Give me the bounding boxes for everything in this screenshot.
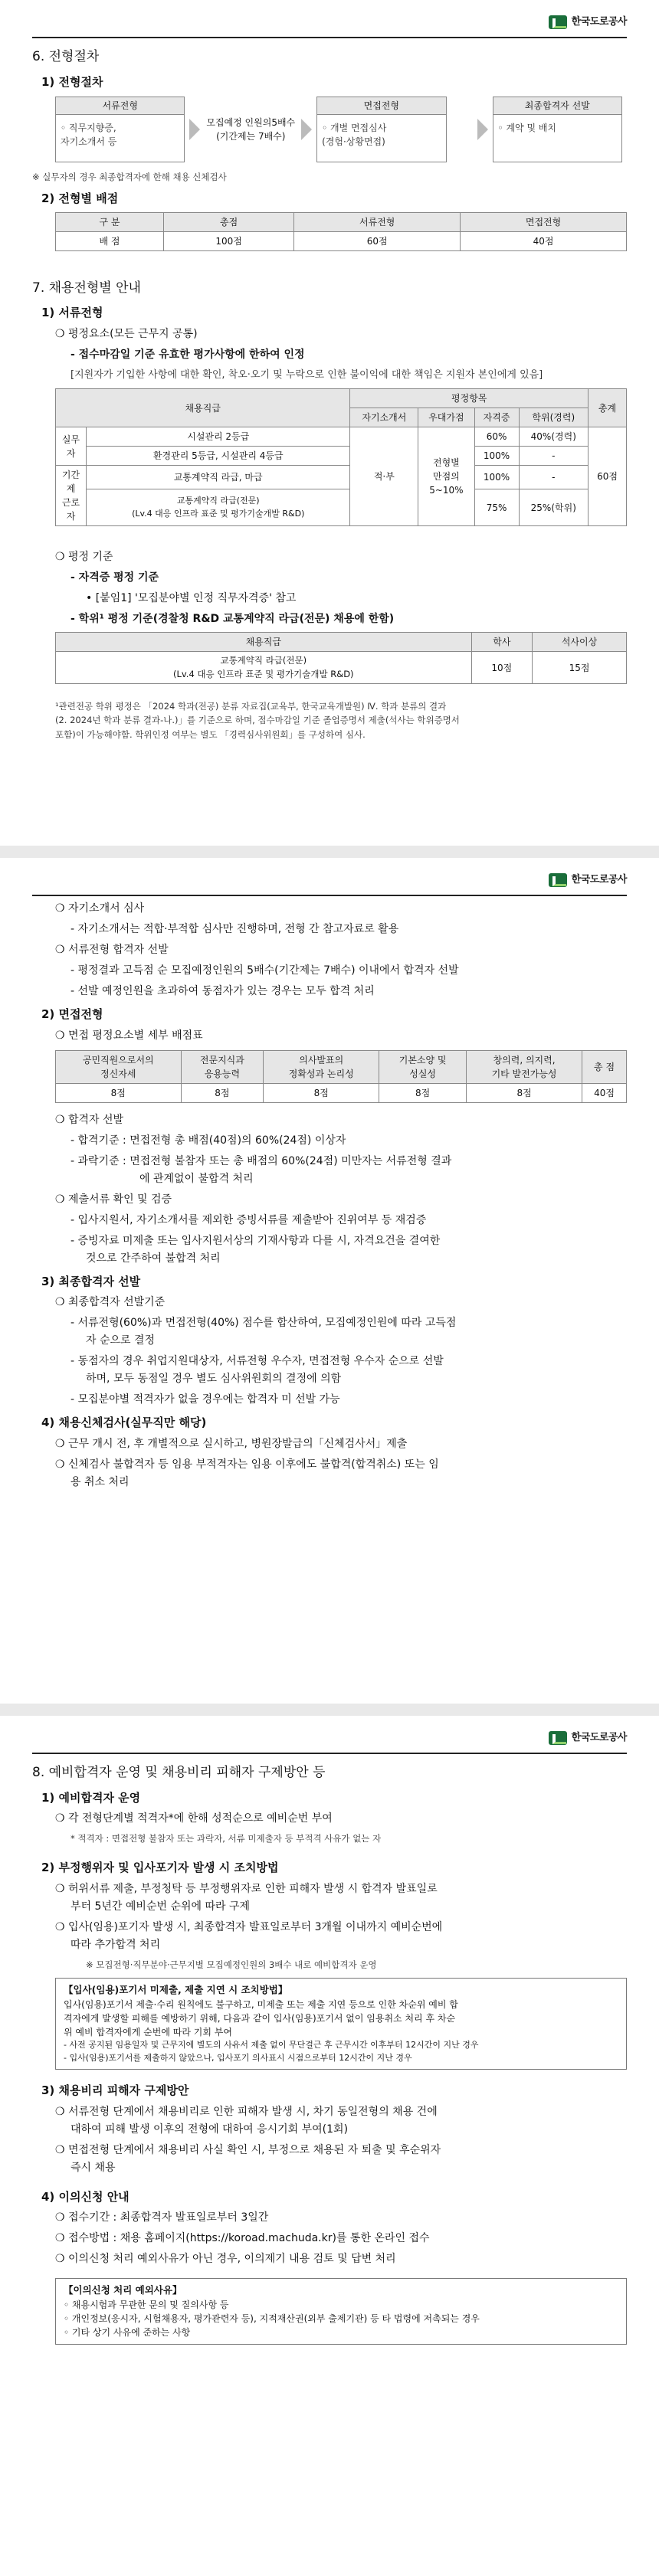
eval-bracket: [지원자가 기입한 사항에 대한 확인, 착오·오기 및 누락으로 인한 불이익에 대한 책임은 지원자 본인에게 있음] xyxy=(70,368,543,381)
header-divider xyxy=(32,37,627,38)
cert-ref: • [붙임1] '모집분야별 인정 직무자격증' 참고 xyxy=(86,592,297,605)
phys-2a: ❍ 신체검사 불합격자 등 임용 부적격자는 임용 이후에도 불합격(합격취소) 또는 임 xyxy=(55,1458,439,1471)
eval-degree-2: - xyxy=(519,466,588,489)
objection-box-line: ◦ 채용시험과 무관한 문의 및 질의사항 등 xyxy=(64,2299,229,2310)
eval-self: 적·부 xyxy=(350,427,418,526)
eval-cert-3: 75% xyxy=(474,489,519,526)
victim-2b: 즉시 채용 xyxy=(70,2161,116,2174)
section-8-2-title: 2) 부정행위자 및 입사포기자 발생 시 조치방법 xyxy=(41,1861,279,1875)
iv-cell-3: 8점 xyxy=(379,1083,467,1102)
eval-grade-3: 교통계약직 라급, 마급 xyxy=(87,466,350,489)
koroad-logo-icon xyxy=(549,15,567,29)
physical-note: ※ 실무자의 경우 최종합격자에 한해 채용 신체검사 xyxy=(32,172,227,182)
final-1a: - 서류전형(60%)과 면접전형(40%) 점수를 합산하여, 모집예정인원에 따라 고득점 xyxy=(70,1317,457,1329)
section-8-3-title: 3) 채용비리 피해자 구제방안 xyxy=(41,2083,189,2098)
iv-head-3: 기본소양 및 성실성 xyxy=(379,1050,467,1083)
degree-table xyxy=(55,632,627,684)
page-1 xyxy=(0,0,659,858)
resign-box xyxy=(55,1978,627,2070)
eval-sub-1: 우대가점 xyxy=(418,408,474,427)
iv-head-1: 전문지식과 응용능력 xyxy=(181,1050,264,1083)
section-6-title: 6. 전형절차 xyxy=(32,49,100,64)
iv-cell-2: 8점 xyxy=(264,1083,379,1102)
iv-head-4: 창의력, 의지력, 기타 발전가능성 xyxy=(467,1050,582,1083)
degree-cell-1: 10점 xyxy=(471,652,533,684)
flow-box-title: 서류전형 xyxy=(56,97,184,115)
degree-head-2: 석사이상 xyxy=(533,633,627,652)
eval-group-2: 기간제 근로자 xyxy=(56,466,87,526)
objection-box-line: ◦ 개인정보(응시자, 시험채용자, 평가관련자 등), 지적재산권(외부 출제기관) 등 타 법령에 저촉되는 경우 xyxy=(64,2313,480,2324)
victim-1b: 대하여 피해 발생 이후의 전형에 대하여 응시기회 부여(1회) xyxy=(70,2123,349,2136)
degree-head-0: 채용직급 xyxy=(56,633,472,652)
flow-box-body: ◦ 직무지향증, 자기소개서 등 xyxy=(61,123,117,147)
eval-cert-1: 100% xyxy=(474,447,519,466)
section-6-1-title: 1) 전형절차 xyxy=(41,74,103,89)
eval-total: 60점 xyxy=(589,427,627,526)
eval-cert-0: 60% xyxy=(474,427,519,447)
final-2b: 하며, 모두 동점일 경우 별도 심사위원회의 결정에 의함 xyxy=(86,1373,342,1385)
iv-head-0: 공민직원으로서의 정신자세 xyxy=(56,1050,182,1083)
fraud-note: ※ 모집전형·직무분야·근무지별 모집예정인원의 3배수 내로 예비합격자 운영 xyxy=(86,1959,377,1970)
resign-box-line: 위 예비 합격자에게 순번에 따라 기회 부여 xyxy=(64,2027,232,2038)
degree-std: - 학위¹ 평정 기준(경찰청 R&D 교통계약직 라급(전문) 채용에 한함) xyxy=(70,613,395,626)
doc-pass-item: ❍ 서류전형 합격자 선발 xyxy=(55,944,169,956)
flow-box-title: 최종합격자 선발 xyxy=(493,97,621,115)
interview-item: ❍ 면접 평정요소별 세부 배점표 xyxy=(55,1029,203,1042)
header-divider xyxy=(32,895,627,896)
docs-item: ❍ 제출서류 확인 및 검증 xyxy=(55,1193,172,1206)
eval-sub-2: 자격증 xyxy=(474,408,519,427)
eval-head-total: 총계 xyxy=(589,389,627,427)
objection-2: ❍ 접수방법 : 채용 홈페이지(https://koroad.machuda.kr)를 통한 온라인 접수 xyxy=(55,2232,430,2245)
resign-box-line: 입사(임용)포기서 제출·수리 원칙에도 불구하고, 미제출 또는 제출 지연 등으로 인한 차순위 예비 합 xyxy=(64,1999,458,2011)
iv-cell-0: 8점 xyxy=(56,1083,182,1102)
eval-grade-1: 시설관리 2등급 xyxy=(87,427,350,447)
eval-sub-0: 자기소개서 xyxy=(350,408,418,427)
section-7-3-title: 3) 최종합격자 선발 xyxy=(41,1274,141,1288)
score-head-3: 면접전형 xyxy=(461,212,627,231)
section-8-4-title: 4) 이의신청 안내 xyxy=(41,2189,130,2204)
header-logo xyxy=(32,858,627,892)
logo-text: 한국도로공사 xyxy=(571,874,627,886)
doc-pass-2: - 선발 예정인원을 초과하여 동점자가 있는 경우는 모두 합격 처리 xyxy=(70,985,375,997)
final-2a: - 동점자의 경우 취업지원대상자, 서류전형 우수자, 면접전형 우수자 순으로 선발 xyxy=(70,1355,444,1367)
iv-cell-4: 8점 xyxy=(467,1083,582,1102)
footnote-3: 포함)이 가능해야함. 학위인정 여부는 별도 「경력심사위원회」를 구성하여 심사. xyxy=(55,728,366,740)
flow-box-document xyxy=(55,97,185,162)
section-7-2-title: 2) 면접전형 xyxy=(41,1007,103,1021)
iv-head-2: 의사발표의 정확성과 논리성 xyxy=(264,1050,379,1083)
eval-head-items: 평정항목 xyxy=(350,389,589,408)
page-break xyxy=(0,1704,659,1716)
section-8-1-title: 1) 예비합격자 운영 xyxy=(41,1790,141,1805)
resign-box-title: 【입사(임용)포기서 미제출, 제출 지연 시 조치방법】 xyxy=(64,1984,288,1996)
victim-1a: ❍ 서류전형 단계에서 채용비리로 인한 피해자 발생 시, 차기 동일전형의 채용 건에 xyxy=(55,2105,438,2118)
doc-pass-1: - 평정결과 고득점 순 모집예정인원의 5배수(기간제는 7배수) 이내에서 합격자 선발 xyxy=(70,964,459,977)
logo-text: 한국도로공사 xyxy=(571,16,627,28)
iv-head-5: 총 점 xyxy=(582,1050,627,1083)
flow-box-body: ◦ 개별 면접심사 (경험·상황면접) xyxy=(322,123,387,147)
degree-cell-0: 교통계약직 라급(전문) (Lv.4 대응 인프라 표준 및 평가기술개발 R&D) xyxy=(56,652,472,684)
degree-cell-2: 15점 xyxy=(533,652,627,684)
eval-degree-1: - xyxy=(519,447,588,466)
intro-line: - 자기소개서는 적합·부적합 심사만 진행하며, 전형 간 참고자료로 활용 xyxy=(70,923,399,935)
flow-box-final xyxy=(493,97,622,162)
section-6-2-title: 2) 전형별 배점 xyxy=(41,191,119,206)
footnote-2: (2. 2024년 학과 분류 결과-나.)」를 기준으로 하며, 접수마감일 기준 졸업증명서 제출(석사는 학위증명서 xyxy=(55,715,460,726)
objection-1: ❍ 접수기간 : 최종합격자 발표일로부터 3일간 xyxy=(55,2211,269,2224)
iv-cell-1: 8점 xyxy=(181,1083,264,1102)
flow-box-title: 면접전형 xyxy=(317,97,445,115)
eval-std: ❍ 평정 기준 xyxy=(55,551,113,564)
objection-3: ❍ 이의신청 처리 예외사유가 아닌 경우, 이의제기 내용 검토 및 답변 처리 xyxy=(55,2253,396,2266)
flow-mid-note: 모집예정 인원의5배수 (기간제는 7배수) xyxy=(206,117,296,142)
objection-box-line: ◦ 기타 상기 사유에 준하는 사항 xyxy=(64,2326,191,2338)
eval-rule: - 접수마감일 기준 유효한 평가사항에 한하여 인정 xyxy=(70,348,305,361)
page-2 xyxy=(0,858,659,1716)
section-7-title: 7. 채용전형별 안내 xyxy=(32,280,141,296)
koroad-logo-icon xyxy=(549,873,567,887)
section-7-4-title: 4) 채용신체검사(실무직만 해당) xyxy=(41,1416,207,1429)
header-logo xyxy=(32,0,627,34)
koroad-logo-icon xyxy=(549,1731,567,1745)
page-break xyxy=(0,846,659,858)
resign-box-line: - 사전 공지된 임용일자 및 근무지에 별도의 사유서 제출 없이 무단결근 후 근무시간 이후부터 12시간이 지난 경우 xyxy=(64,2040,479,2051)
score-head-2: 서류전형 xyxy=(294,212,461,231)
degree-head-1: 학사 xyxy=(471,633,533,652)
objection-box xyxy=(55,2278,627,2345)
objection-box-title: 【이의신청 처리 예외사유】 xyxy=(64,2284,182,2296)
eval-item: ❍ 평정요소(모든 근무지 공통) xyxy=(55,327,198,340)
score-head-1: 총점 xyxy=(163,212,293,231)
eval-head-grade: 채용직급 xyxy=(56,389,350,427)
eval-table xyxy=(55,388,627,526)
score-cell-2: 60점 xyxy=(294,231,461,250)
score-cell-3: 40점 xyxy=(461,231,627,250)
score-cell-0: 배 점 xyxy=(56,231,164,250)
eval-sub-3: 학위(경력) xyxy=(519,408,588,427)
eval-degree-0: 40%(경력) xyxy=(519,427,588,447)
eval-cert-2: 100% xyxy=(474,466,519,489)
resign-box-line: - 입사(임용)포기서를 제출하지 않았으나, 입사포기 의사표시 시점으로부터 12시간이 지난 경우 xyxy=(64,2052,412,2063)
eval-group-1: 실무자 xyxy=(56,427,87,466)
header-divider xyxy=(32,1753,627,1754)
final-1b: 자 순으로 결정 xyxy=(86,1334,156,1347)
fraud-2a: ❍ 입사(임용)포기자 발생 시, 최종합격자 발표일로부터 3개월 이내까지 예비순번에 xyxy=(55,1920,443,1933)
fraud-2b: 따라 추가합격 처리 xyxy=(70,1938,161,1951)
arrow-icon xyxy=(477,119,488,140)
resign-box-line: 격자에게 발생할 피해를 예방하기 위해, 다음과 같이 입사(임용)포기서 없이 임용취소 처리 후 차순 xyxy=(64,2013,456,2024)
fraud-1b: 부터 5년간 예비순번 순위에 따라 구제 xyxy=(70,1900,251,1913)
intro-item: ❍ 자기소개서 심사 xyxy=(55,902,145,915)
arrow-icon xyxy=(189,119,200,140)
docs-2a: - 증빙자료 미제출 또는 입사지원서상의 기재사항과 다를 시, 자격요건을 결여한 xyxy=(70,1234,441,1247)
reserve-1: ❍ 각 전형단계별 적격자*에 한해 성적순으로 예비순번 부여 xyxy=(55,1812,333,1825)
fraud-1a: ❍ 허위서류 제출, 부정청탁 등 부정행위자로 인한 피해자 발생 시 합격자 발표일로 xyxy=(55,1882,438,1895)
eval-grade-2: 환경관리 5등급, 시설관리 4등급 xyxy=(87,447,350,466)
page-3 xyxy=(0,1716,659,2576)
eval-grade-4: 교통계약직 라급(전문) (Lv.4 대응 인프라 표준 및 평가기술개발 R&D) xyxy=(87,489,350,526)
eval-bonus: 전형별 만점의 5~10% xyxy=(418,427,474,526)
header-logo xyxy=(32,1716,627,1750)
section-8-title: 8. 예비합격자 운영 및 채용비리 피해자 구제방안 등 xyxy=(32,1765,326,1780)
footnote-1: ¹관련전공 학위 평정은 「2024 학과(전공) 분류 자료집(교육부, 한국교육개발원) Ⅳ. 학과 분류의 결과 xyxy=(55,700,447,712)
interview-table xyxy=(55,1050,627,1103)
iv-cell-5: 40점 xyxy=(582,1083,627,1102)
final-3: - 모집분야별 적격자가 없을 경우에는 합격자 미 선발 가능 xyxy=(70,1393,340,1406)
arrow-icon xyxy=(301,119,312,140)
victim-2a: ❍ 면접전형 단계에서 채용비리 사실 확인 시, 부정으로 채용된 자 퇴출 및 후순위자 xyxy=(55,2143,441,2156)
score-head-0: 구 분 xyxy=(56,212,164,231)
process-flow xyxy=(55,97,622,162)
phys-2b: 용 취소 처리 xyxy=(70,1475,130,1488)
flow-box-interview xyxy=(316,97,446,162)
flow-box-body: ◦ 계약 및 배치 xyxy=(497,123,557,133)
pass-1: - 합격기준 : 면접전형 총 배점(40점)의 60%(24점) 이상자 xyxy=(70,1134,346,1147)
pass-2b: 에 관계없이 불합격 처리 xyxy=(139,1172,254,1185)
pass-2a: - 과락기준 : 면접전형 불참자 또는 총 배점의 60%(24점) 미만자는 서류전형 결과 xyxy=(70,1154,452,1167)
eval-degree-3: 25%(학위) xyxy=(519,489,588,526)
reserve-note: * 적격자 : 면접전형 불참자 또는 과락자, 서류 미제출자 등 부적격 사유가 없는 자 xyxy=(70,1833,382,1844)
logo-text: 한국도로공사 xyxy=(571,1732,627,1744)
docs-2b: 것으로 간주하여 불합격 처리 xyxy=(86,1252,221,1265)
score-table xyxy=(55,212,627,251)
pass-item: ❍ 합격자 선발 xyxy=(55,1113,124,1126)
score-cell-1: 100점 xyxy=(163,231,293,250)
cert-std: - 자격증 평정 기준 xyxy=(70,571,159,584)
phys-1: ❍ 근무 개시 전, 후 개별적으로 실시하고, 병원장발급의「신체검사서」제출 xyxy=(55,1437,408,1450)
final-item: ❍ 최종합격자 선발기준 xyxy=(55,1296,166,1308)
docs-1: - 입사지원서, 자기소개서를 제외한 증빙서류를 제출받아 진위여부 등 재검증 xyxy=(70,1213,427,1226)
section-7-1-title: 1) 서류전형 xyxy=(41,306,103,320)
